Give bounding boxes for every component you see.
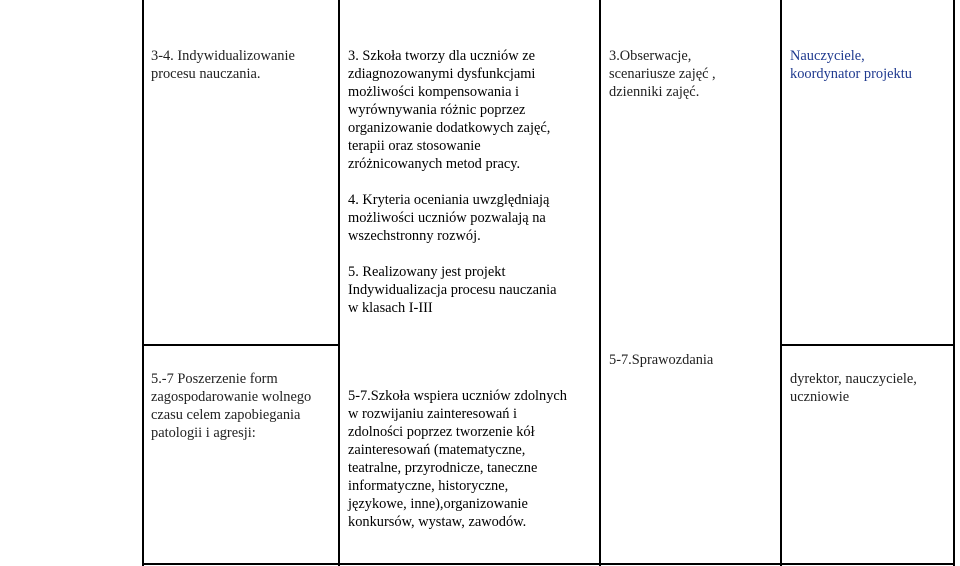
text-line: patologii i agresji:: [151, 425, 256, 441]
text-line: zainteresowań (matematyczne,: [348, 442, 526, 458]
text-line: 5. Realizowany jest projekt: [348, 264, 506, 280]
row-divider: [142, 344, 339, 346]
row1-tasks-cell: [348, 47, 557, 317]
row2-responsible-cell: [790, 370, 917, 406]
text-line: terapii oraz stosowanie: [348, 138, 481, 154]
text-line: dzienniki zajęć.: [609, 84, 700, 100]
table-border: [599, 0, 601, 566]
row1-evidence-cell: [609, 47, 716, 101]
text-line: koordynator projektu: [790, 66, 912, 82]
text-line: wszechstronny rozwój.: [348, 228, 481, 244]
text-line: Indywidualizacja procesu nauczania: [348, 282, 557, 298]
text-line: 3.Obserwacje,: [609, 48, 692, 64]
text-line: 5-7.Sprawozdania: [609, 352, 714, 368]
table-border-right: [953, 0, 955, 566]
text-line: uczniowie: [790, 389, 850, 405]
text-line: 4. Kryteria oceniania uwzględniają: [348, 192, 550, 208]
task-3: [348, 47, 557, 173]
text-line: zdiagnozowanymi dysfunkcjami: [348, 66, 536, 82]
text-line: językowe, inne),organizowanie: [348, 496, 528, 512]
table-border-left: [142, 0, 144, 566]
text-line: w klasach I-III: [348, 300, 433, 316]
text-line: 5-7.Szkoła wspiera uczniów zdolnych: [348, 388, 567, 404]
text-line: w rozwijaniu zainteresowań i: [348, 406, 518, 422]
text-line: zróżnicowanych metod pracy.: [348, 156, 521, 172]
text-line: dyrektor, nauczyciele,: [790, 371, 917, 387]
text-line: 3. Szkoła tworzy dla uczniów ze: [348, 48, 536, 64]
text-line: możliwości kompensowania i: [348, 84, 520, 100]
task-4: [348, 191, 557, 245]
table-border-bottom: [142, 563, 955, 565]
row2-area-cell: [151, 370, 311, 442]
text-line: wyrównywania różnic poprzez: [348, 102, 526, 118]
row1-responsible-cell: [790, 47, 912, 83]
text-line: zagospodarowanie wolnego: [151, 389, 312, 405]
row-divider: [780, 344, 955, 346]
text-line: informatyczne, historyczne,: [348, 478, 509, 494]
text-line: możliwości uczniów pozwalają na: [348, 210, 546, 226]
table-border: [338, 0, 340, 566]
row2-tasks-cell: [348, 387, 567, 531]
text-line: Nauczyciele,: [790, 48, 865, 64]
task-5: [348, 263, 557, 317]
table-border: [780, 0, 782, 566]
text-line: procesu nauczania.: [151, 66, 261, 82]
text-line: zdolności poprzez tworzenie kół: [348, 424, 535, 440]
text-line: organizowanie dodatkowych zajęć,: [348, 120, 551, 136]
text-line: teatralne, przyrodnicze, taneczne: [348, 460, 538, 476]
text-line: czasu celem zapobiegania: [151, 407, 301, 423]
row2-evidence-cell: [609, 351, 713, 369]
text-line: konkursów, wystaw, zawodów.: [348, 514, 527, 530]
row1-area-cell: [151, 47, 295, 83]
text-line: scenariusze zajęć ,: [609, 66, 716, 82]
text-line: 3-4. Indywidualizowanie: [151, 48, 295, 64]
text-line: 5.-7 Poszerzenie form: [151, 371, 278, 387]
